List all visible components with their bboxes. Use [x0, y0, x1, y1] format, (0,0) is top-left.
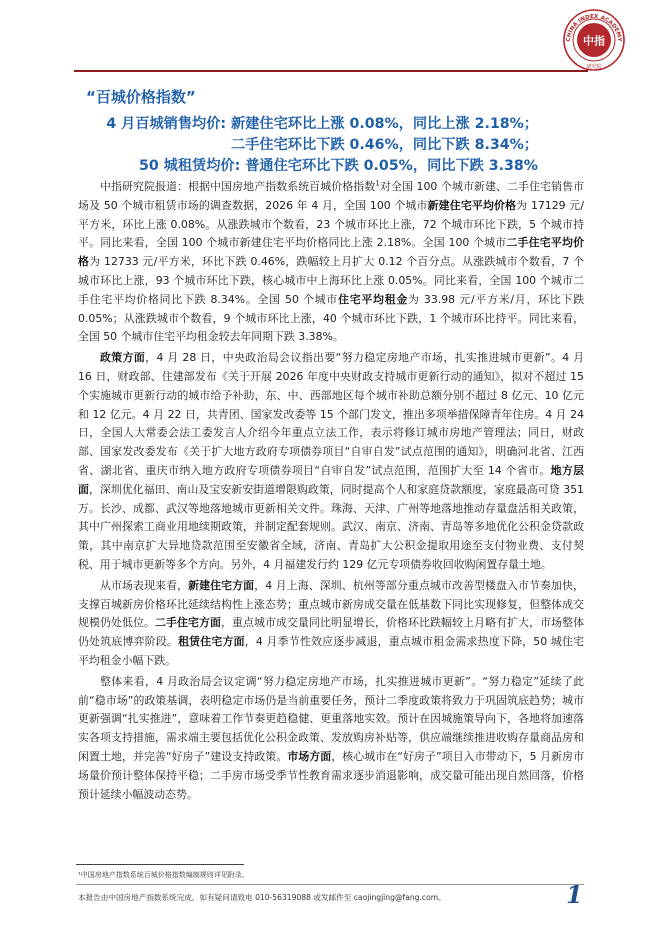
paragraph-policy: 政策方面，4 月 28 日，中央政治局会议指出要“努力稳定房地产市场，扎实推进城市更新”。4 月 16 日，财政部、住建部发布《关于开展 2026 年度中央财政支持城市更新行动的通知》，拟对不超过 15 个实施城市更新行动的城市给予补助，东、中、西部地区每个城市补助总额分别不超过 8 亿元、10 亿元和 12 亿元。4 月 22 日，共青团、国家发改委等 15 个部门发文，推出多项举措保障青年住房。4 月 24 日，全国人大常委会法工委发言人介绍今年重点立法工作，表示将修订城市房地产管理法；同日，财政部、国家发改委发布《关于扩大地方政府专项债券项目“自审自发”试点范围的通知》，明确河北省、江西省、湖北省、重庆市纳入地方政府专项债券项目“自审自发”试点范围，范围扩大至 14 个省市。地方层面，深圳优化福田、南山及宝安新安街道增限购政策，同时提高个人和家庭贷款额度，家庭最高可贷 351 万。长沙、成都、武汉等地落地城市更新相关文件。珠海、天津、广州等地落地推动存量盘活相关政策，其中广州探索工商业用地续期政策，并制定配套规则。武汉、南京、济南、青岛等多地优化公积金贷款政策，其中南京扩大异地贷款范围至安徽省全域，济南、青岛扩大公积金提取用途至支付物业费、支付契税、用于城市更新等多个方向。另外，4 月福建发行约 129 亿元专项债券收回收购闲置存量土地。 [78, 351, 584, 571]
footer-divider [76, 884, 584, 885]
svg-text:CHINA INDEX ACADEMY: CHINA INDEX ACADEMY [565, 13, 623, 42]
footnote-divider [76, 864, 244, 865]
paragraph-price-summary: 中指研究院报道：根据中国房地产指数系统百城价格指数$^1$对全国 100 个城市新建、二手住宅销售市场及 50 个城市租赁市场的调查数据，2026 年 4 月，全国 100 个城市新建住宅平均价格为 17129 元/平方米，环比上涨 0.08%。从涨跌城市个数看，23 个城市环比上涨，72 个城市环比下跌，5 个城市持平。同比来看，全国 100 个城市新建住宅平均价格同比上涨 2.18%。全国 100 个城市二手住宅平均价格为 12733 元/平方米，环比下跌 0.46%，跌幅较上月扩大 0.12 个百分点。从涨跌城市个数看，7 个城市环比上涨，93 个城市环比下跌，核心城市中上海环比上涨 0.05%。同比来看，全国 100 个城市二手住宅平均价格同比下跌 8.34%。全国 50 个城市住宅平均租金为 33.98 元/平方米/月，环比下跌 0.05%；从涨跌城市个数看，9 个城市环比上涨，40 个城市环比下跌，1 个城市环比持平。同比来看，全国 50 个城市住宅平均租金较去年同期下跌 3.38%。 [78, 179, 584, 344]
headline-rental: 50 城租赁均价: 普通住宅环比下跌 0.05%，同比下跌 3.38% [139, 158, 538, 174]
paragraph-outlook: 整体来看，4 月政治局会议定调“努力稳定房地产市场，扎实推进城市更新”。“努力稳定”延续了此前“稳市场”的政策基调，表明稳定市场仍是当前重要任务，预计二季度政策将致力于巩固筑底趋势；城市更新强调“扎实推进”，意味着工作节奏更趋稳健、更重落地实效。预计在因城施策导向下，各地将加速落实各项支持措施，需求端主要包括优化公积金政策、发放购房补贴等，供应端继续推进收购存量商品房和闲置土地，并完善“好房子”建设支持政策。市场方面，核心城市在“好房子”项目入市带动下，5 月新房市场量价预计整体保持平稳；二手房市场受季节性教育需求逐步消退影响，成交量可能出现自然回落，价格预计延续小幅波动态势。 [78, 674, 584, 801]
footnote-ref: 1 [375, 179, 380, 188]
headline-block [74, 114, 538, 177]
footer-contact: 本报告由中国房地产指数系统完成，如有疑问请致电 010-56319088 或发邮件至 caojingjing@fang.com。 [78, 893, 446, 902]
paragraph-market: 从市场表现来看，新建住宅方面，4 月上海、深圳、杭州等部分重点城市改善型楼盘入市节奏加快，支撑百城新房价格环比延续结构性上涨态势；重点城市新房成交量在低基数下同比实现修复，但整体成交规模仍处低位。二手住宅方面，重点城市成交量同比明显增长，价格环比跌幅较上月略有扩大，市场整体仍处筑底博弈阶段。租赁住宅方面，4 月季节性效应逐步减退，重点城市租金需求热度下降，50 城住宅平均租金小幅下跌。 [78, 578, 584, 667]
headline-new-homes: 4 月百城销售均价: 新建住宅环比上涨 0.08%，同比上涨 2.18%； [106, 116, 538, 132]
section-title: “百城价格指数” [86, 88, 196, 106]
page-number: 1 [566, 880, 583, 909]
header-divider [74, 70, 588, 72]
svg-text:研究院: 研究院 [586, 64, 602, 70]
china-index-academy-logo [562, 8, 626, 72]
svg-text:中指: 中指 [583, 34, 605, 48]
headline-second-hand: 二手住宅环比下跌 0.46%，同比下跌 8.34%； [231, 137, 538, 153]
report-body [78, 178, 584, 806]
footnote: ¹中国房地产指数系统百城价格指数编制规则详见附录。 [78, 871, 249, 879]
